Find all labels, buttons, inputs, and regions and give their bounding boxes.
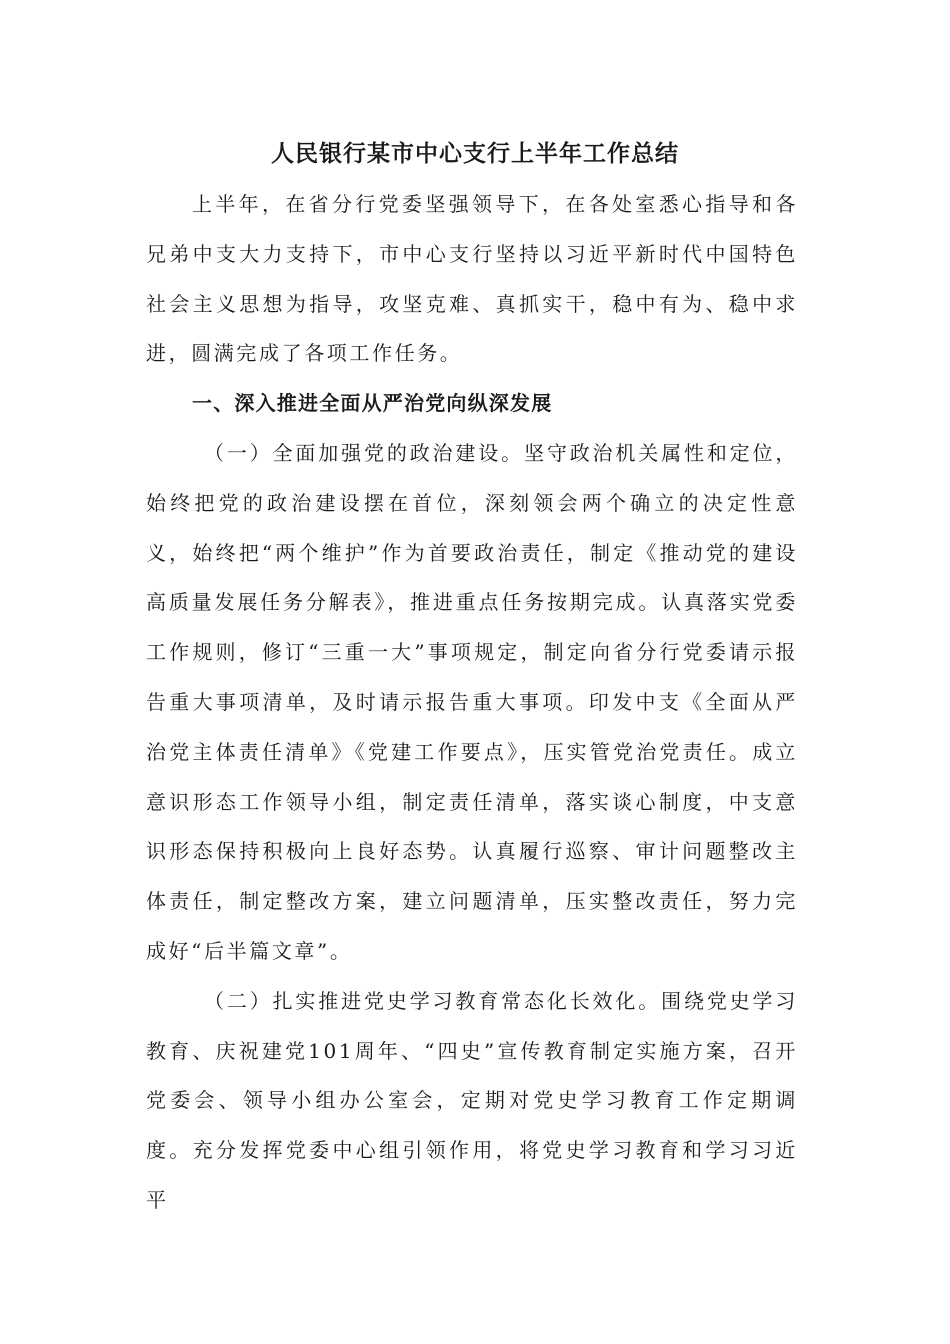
section-heading: 一、深入推进全面从严治党向纵深发展 <box>192 391 553 416</box>
intro-paragraph: 上半年，在省分行党委坚强领导下，在各处室悉心指导和各兄弟中支大力支持下，市中心支行坚持以习近平新时代中国特色社会主义思想为指导，攻坚克难、真抓实干，稳中有为、稳中求进，圆满完成了各项工作任务。 <box>146 192 798 366</box>
document-body <box>146 180 798 1226</box>
subsection-paragraph-1: （一）全面加强党的政治建设。坚守政治机关属性和定位，始终把党的政治建设摆在首位，深刻领会两个确立的决定性意义，始终把“两个维护”作为首要政治责任，制定《推动党的建设高质量发展任务分解表》，推进重点任务按期完成。认真落实党委工作规则，修订“三重一大”事项规定，制定向省分行党委请示报告重大事项清单，及时请示报告重大事项。印发中支《全面从严治党主体责任清单》《党建工作要点》，压实管党治党责任。成立意识形态工作领导小组，制定责任清单，落实谈心制度，中支意识形态保持积极向上良好态势。认真履行巡察、审计问题整改主体责任，制定整改方案，建立问题清单，压实整改责任，努力完成好“后半篇文章”。 <box>146 440 798 963</box>
document-title: 人民银行某市中心支行上半年工作总结 <box>271 140 679 167</box>
subsection-paragraph-2: （二）扎实推进党史学习教育常态化长效化。围绕党史学习教育、庆祝建党101周年、“四史”宣传教育制定实施方案，召开党委会、领导小组办公室会，定期对党史学习教育工作定期调度。充分发挥党委中心组引领作用，将党史学习教育和学习习近平 <box>146 988 798 1212</box>
